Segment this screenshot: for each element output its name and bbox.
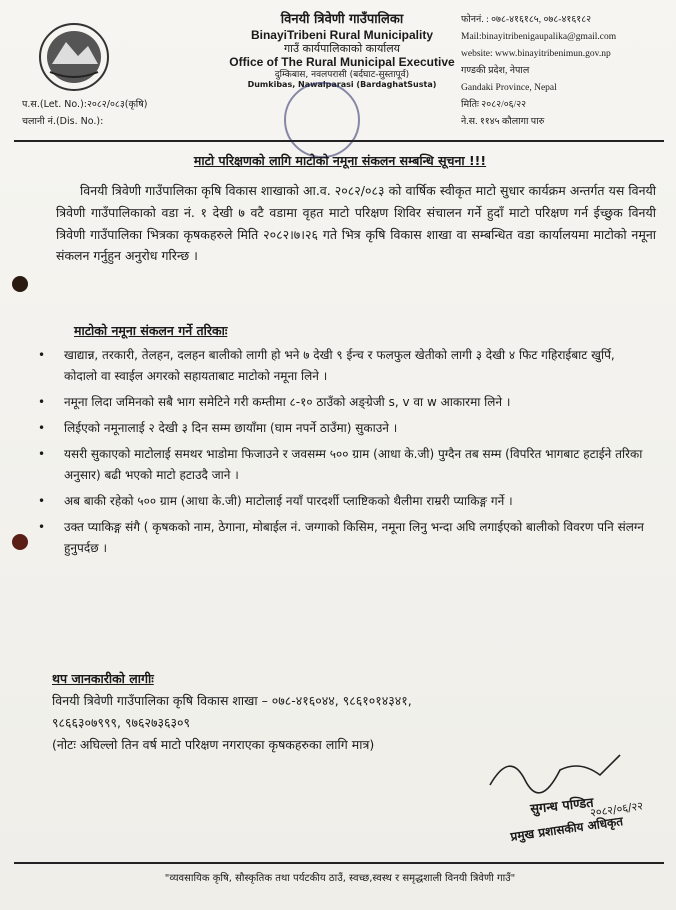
notice-title: माटो परिक्षणको लागि माटोको नमूना संकलन सम्बन्धि सूचना !!!: [193, 153, 487, 168]
contact-note: (नोटः अघिल्लो तिन वर्ष माटो परिक्षण नगराएका कृषकहरुका लागि मात्र): [52, 737, 375, 752]
municipality-logo: [38, 22, 110, 92]
email: Mail:binayitribenigaupalika@gmail.com: [461, 32, 617, 42]
punch-hole: [12, 534, 28, 550]
office-name-en: Office of The Rural Municipal Executive: [229, 55, 455, 70]
bullet-icon: •: [38, 447, 46, 461]
letter-numbers: [22, 96, 147, 130]
province-np: गण्डकी प्रदेश, नेपाल: [461, 66, 530, 76]
phone: फोननं. : ०७८-४१६१८५, ०७८-४१६१८२: [461, 15, 592, 25]
address-np: दुम्किबास, नवलपरासी (बर्दघाट-सुस्तापूर्व): [274, 69, 410, 80]
office-stamp: [284, 82, 360, 158]
municipality-name-np: विनयी त्रिवेणी गाउँपालिका: [280, 12, 404, 27]
municipality-name-en: BinayiTribeni Rural Municipality: [250, 27, 434, 42]
signatory-name: सुगन्ध पण्डित: [529, 795, 595, 818]
list-item: • खाद्यान्न, तरकारी, तेलहन, दलहन बालीको लागी हो भने ७ देखी ९ ईन्च र फलफुल खेतीको लागी ३ देखी ४ फिट गहिराईबाट खुर्पि, कोदालो वा स्वाईल अगरको सहायताबाट माटोको नमूना लिने ।: [30, 345, 650, 387]
list-item: • लिईएको नमूनालाई २ देखी ३ दिन सम्म छायाँमा (घाम नपर्ने ठाउँमा) सुकाउने ।: [30, 418, 650, 439]
contact-heading: थप जानकारीको लागीः: [52, 671, 154, 686]
date: मितिः २०८२/०६/२२: [461, 100, 527, 110]
header-center: [222, 12, 462, 90]
website: website: www.binayitribenimun.gov.np: [461, 49, 611, 59]
bullet-icon: •: [38, 395, 46, 409]
bullet-icon: •: [38, 494, 46, 508]
signature-block: [470, 740, 670, 850]
list-item: • उक्त प्याकिङ्ग संगै ( कृषकको नाम, ठेगाना, मोबाईल नं. जग्गाको किसिम, नमूना लिनु भन्दा अघि लगाईएको बालीको विवरण पनि संलग्न हुनुपर्दछ ।: [30, 517, 650, 559]
signatory-role: प्रमुख प्रशासकीय अधिकृत: [509, 814, 624, 844]
list-item: • नमूना लिदा जमिनको सबै भाग समेटिने गरी कम्तीमा ८-१० ठाउँको अङ्ग्रेजी s, v वा w आकारमा लिने ।: [30, 392, 650, 413]
bullet-icon: •: [38, 421, 46, 435]
header-divider: [14, 140, 664, 142]
notice-body: विनयी त्रिवेणी गाउँपालिका कृषि विकास शाखाको आ.व. २०८२/०८३ को वार्षिक स्वीकृत माटो सुधार कार्यक्रम अन्तर्गत यस विनयी त्रिवेणी गाउँपालिकाको वडा नं. १ देखी ७ वटै वडामा वृहत माटो परिक्षण शिविर संचालन गर्ने हुदाँ माटो परिक्षण गर्न ईच्छुक विनयी त्रिवेणी गाउँपालिका भित्रका कृषकहरुले मिति २०८२।७।२६ गते भित्र कृषि विकास शाखा वा सम्बन्धित वडा कार्यालयमा माटोको नमूना संकलन गर्नुहुन अनुरोध गरिन्छ ।: [56, 183, 656, 264]
list-item: • अब बाकी रहेको ५०० ग्राम (आधा के.जी) माटोलाई नयाँ पारदर्शी प्लाष्टिकको थैलीमा राम्ररी प्याकिङ्ग गर्ने ।: [30, 491, 650, 512]
nepal-sambat: ने.स. ११४५ कौलागा पारु: [461, 117, 545, 127]
signature-date: २०८२/०६/२२: [589, 799, 644, 820]
dispatch-no: चलानी नं.(Dis. No.):: [22, 116, 104, 127]
list-item: • यसरी सुकाएको माटोलाई समथर भाडोमा फिजाउने र जवसम्म ५०० ग्राम (आधा के.जी) पुग्दैन तब सम्म (विपरित भागबाट हटाईने तरिका अनुसार) बढी भएको माटो हटाउदै जाने ।: [30, 444, 650, 486]
contact-line-1: विनयी त्रिवेणी गाउँपालिका कृषि विकास शाखा – ०७८-४१६०४४, ९८६१०१४३४१,: [52, 693, 412, 708]
address-en: Dumkibas, Nawalparasi (BardaghatSusta): [247, 80, 437, 90]
method-heading: माटोको नमूना संकलन गर्ने तरिकाः: [74, 323, 228, 338]
header-contact: [461, 12, 673, 131]
bullet-icon: •: [38, 348, 46, 362]
signature-scribble: [470, 740, 670, 800]
footer-slogan: "व्यवसायिक कृषि, सौस्कृतिक तथा पर्यटकीय ठाउँ, स्वच्छ,स्वस्थ र समृद्धशाली विनयी त्रिवेणी गाउँ": [164, 873, 516, 884]
footer-divider: [14, 862, 664, 864]
letter-no: प.स.(Let. No.):२०८२/०८३(कृषि): [22, 99, 148, 110]
bullet-icon: •: [38, 520, 46, 534]
method-list: [30, 345, 650, 564]
province-en: Gandaki Province, Nepal: [461, 83, 557, 93]
office-name-np: गाउँ कार्यपालिकाको कार्यालय: [283, 41, 401, 55]
punch-hole: [12, 276, 28, 292]
contact-line-2: ९८६६३०७९९९, ९७६२७३६३०९: [52, 715, 190, 730]
